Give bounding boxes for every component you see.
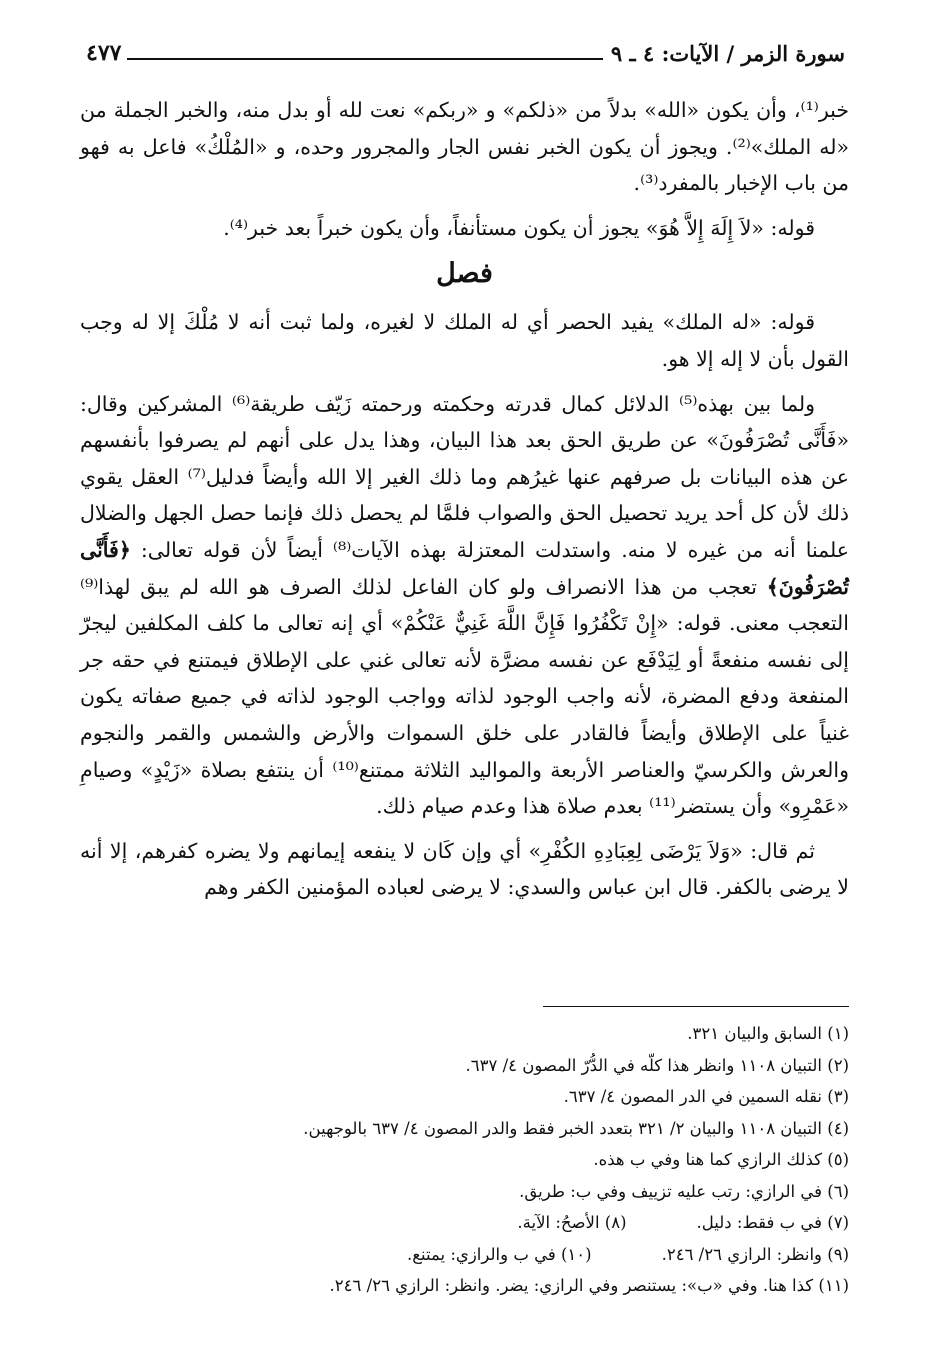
footnote-2: (٢) التبيان ١١٠٨ وانظر هذا كلّه في الدُّرّ المصون ٤/ ٦٣٧. — [465, 1055, 849, 1075]
page-number: ٤٧٧ — [86, 40, 122, 66]
paragraph-3: قوله: «له الملك» يفيد الحصر أي له الملك لا لغيره، ولما ثبت أنه لا مُلْكَ إلا له وجب القول بأن لا إله إلا هو. — [80, 310, 849, 371]
footnote-8: (٨) الأصحُ: الآية. — [517, 1213, 627, 1232]
paragraph-1: خبر⁽¹⁾، وأن يكون «الله» بدلاً من «ذلكم» و «ربكم» نعت لله أو بدل منه، والخبر الجملة من «له الملك»⁽²⁾. ويجوز أن يكون الخبر نفس الجار والمجرور وحده، و «المُلْكُ» فاعل به فهو من باب الإخبار بالمفرد⁽³⁾. — [80, 98, 849, 196]
quran-verse: ﴿فَأَنَّى تُصْرَفُونَ﴾ — [80, 537, 849, 599]
paragraph-4 — [80, 386, 849, 825]
footnote-6: (٦) في الرازي: رتب عليه تزييف وفي ب: طريق. — [519, 1181, 849, 1201]
surah-title: سورة الزمر / الآيات: ٤ ـ ٩ — [610, 41, 845, 66]
footnotes — [96, 1018, 849, 1302]
paragraph-4-part-a: ولما بين بهذه⁽⁵⁾ الدلائل كمال قدرته وحكمته ورحمته زَيّف طريقة⁽⁶⁾ المشركين وقال: «فَأَنَّى تُصْرَفُونَ» عن طريق الحق بعد هذا البيان، وهذا يدل على أنهم لم يصرفوا بأنفسهم عن هذه البيانات بل صرفهم عنها غيرُهم وما ذلك الغير إلا الله وأيضاً فدليل⁽⁷⁾ العقل يقوي ذلك لأن كل أحد يريد تحصيل الحق والصواب فلمَّا لم يحصل ذلك فإنما حصل الجهل والضلال علمنا أنه من غيره لا منه. واستدلت المعتزلة بهذه الآيات⁽⁸⁾ أيضاً لأن قوله تعالى: — [80, 391, 850, 562]
footnote-9: (٩) وانظر: الرازي ٢٦/ ٢٤٦. — [661, 1244, 849, 1264]
footnote-10: (١٠) في ب والرازي: يمتنع. — [407, 1244, 592, 1264]
footnote-3: (٣) نقله السمين في الدر المصون ٤/ ٦٣٧. — [563, 1087, 849, 1106]
paragraph-5: ثم قال: «وَلاَ يَرْضَى لِعِبَادِهِ الكُفْرِ» أي وإن كَان لا ينفعه إيمانهم ولا يضره كفرهم، إلا أنه لا يرضى بالكفر. قال ابن عباس والسدي: لا يرضى لعباده المؤمنين الكفر وهم — [80, 838, 849, 900]
footnote-5: (٥) كذلك الرازي كما هنا وفي ب هذه. — [593, 1150, 849, 1169]
footnote-row-9-10 — [96, 1239, 849, 1271]
main-text — [80, 92, 849, 914]
footnote-separator — [543, 1006, 849, 1007]
paragraph-2: قوله: «لاَ إِلَهَ إِلاَّ هُوَ» يجوز أن يكون مستأنفاً، وأن يكون خبراً بعد خبر⁽⁴⁾. — [223, 215, 815, 240]
footnote-4: (٤) التبيان ١١٠٨ والبيان ٢/ ٣٢١ بتعدد الخبر فقط والدر المصون ٤/ ٦٣٧ بالوجهين. — [303, 1118, 849, 1138]
header-rule — [127, 58, 602, 60]
paragraph-4-part-b: تعجب من هذا الانصراف ولو كان الفاعل لذلك الصرف هو الله لم يبق لهذا⁽⁹⁾ التعجب معنى. قوله: «إِنْ تَكْفُرُوا فَإِنَّ اللَّهَ غَنِيٌّ عَنْكُمْ» أي إنه تعالى ما كلف المكلفين ليجرّ إلى نفسه منفعةً أو لِيَدْفَع عن نفسه مضرَّة لأنه تعالى غني على الإطلاق فيمتنع في حقه جر المنفعة ودفع المضرة، لأنه واجب الوجود لذاته وواجب الوجود لذاته في جميع صفاته يكون غنياً على الإطلاق وأيضاً فالقادر على خلق السموات والأرض والشمس والقمر والنجوم والعرش والكرسيّ والعناصر الأربعة والمواليد الثلاثة ممتنع⁽¹⁰⁾ أن ينتفع بصلاة «زَيْدٍ» وصيامِ «عَمْرِو» وأن يستضر⁽¹¹⁾ بعدم صلاة هذا وعدم صيام ذلك. — [80, 574, 849, 819]
footnote-11: (١١) كذا هنا. وفي «ب»: يستنصر وفي الرازي: يضر. وانظر: الرازي ٢٦/ ٢٤٦. — [329, 1276, 849, 1295]
footnote-row-7-8 — [96, 1207, 849, 1239]
footnote-7: (٧) في ب فقط: دليل. — [696, 1213, 849, 1232]
page-header — [86, 34, 845, 66]
footnote-1: (١) السابق والبيان ٣٢١. — [687, 1024, 849, 1043]
section-heading: فصل — [436, 258, 493, 290]
